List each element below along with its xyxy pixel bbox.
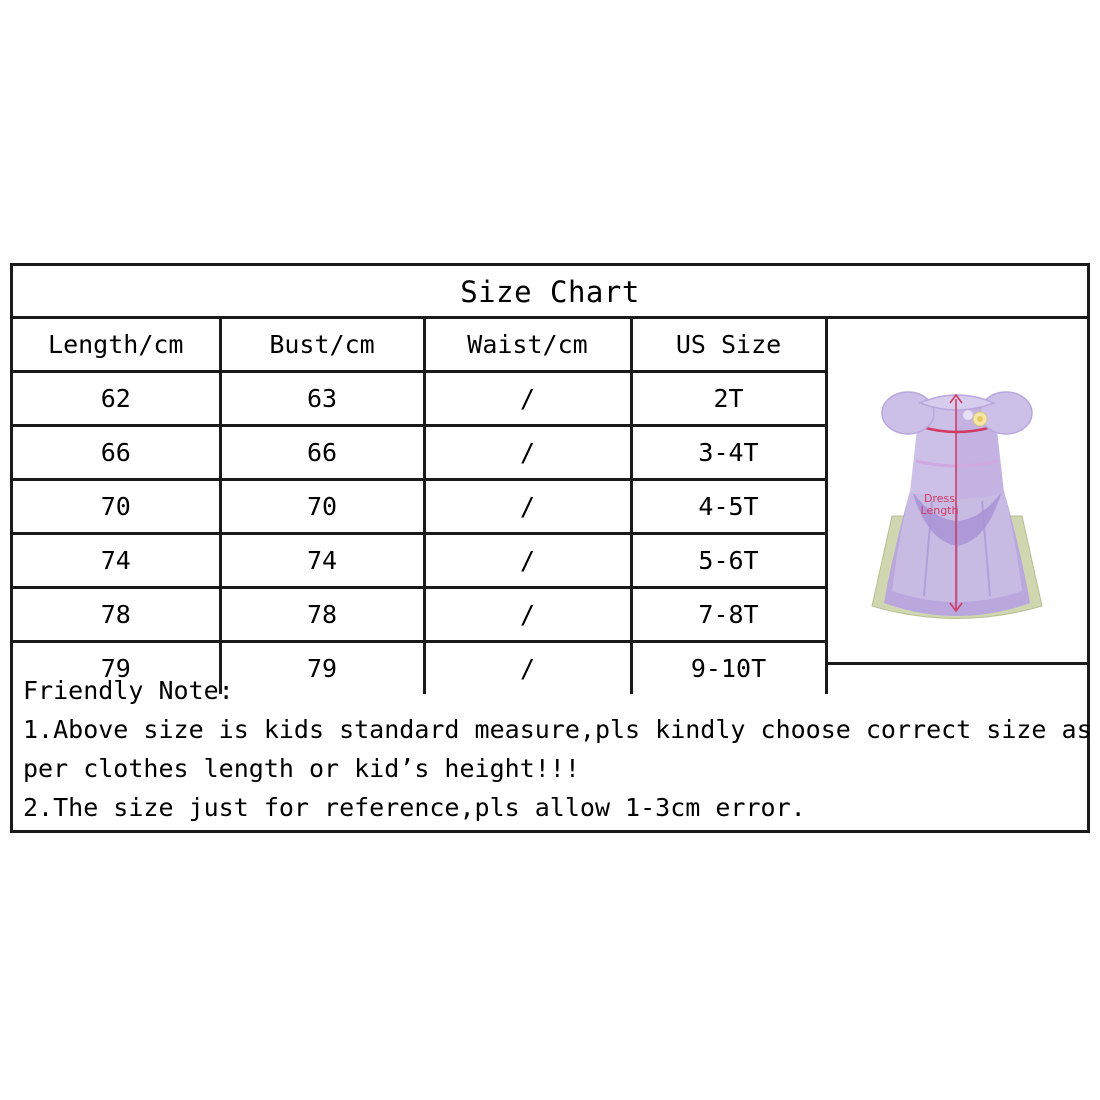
size-chart-container <box>10 263 1090 833</box>
cell-waist: / <box>424 588 631 642</box>
cell-waist: / <box>424 426 631 480</box>
table-and-image-row <box>13 319 1087 683</box>
cell-waist: / <box>424 534 631 588</box>
table-row <box>13 588 826 642</box>
cell-length: 79 <box>13 642 220 695</box>
cell-length: 78 <box>13 588 220 642</box>
cell-length: 70 <box>13 480 220 534</box>
size-table <box>13 319 828 694</box>
column-header-waist: Waist/cm <box>424 319 631 372</box>
cell-us-size: 9-10T <box>631 642 826 695</box>
cell-bust: 66 <box>220 426 424 480</box>
dress-illustration <box>832 341 1082 641</box>
table-header-row <box>13 319 826 372</box>
cell-us-size: 5-6T <box>631 534 826 588</box>
dress-length-annotation: Dress Length <box>920 492 959 517</box>
cell-bust: 74 <box>220 534 424 588</box>
cell-us-size: 4-5T <box>631 480 826 534</box>
table-row <box>13 426 826 480</box>
table-row <box>13 480 826 534</box>
cell-length: 74 <box>13 534 220 588</box>
chart-title: Size Chart <box>13 266 1087 319</box>
cell-us-size: 2T <box>631 372 826 426</box>
column-header-bust: Bust/cm <box>220 319 424 372</box>
column-header-us-size: US Size <box>631 319 826 372</box>
cell-waist: / <box>424 372 631 426</box>
table-row <box>13 372 826 426</box>
cell-bust: 70 <box>220 480 424 534</box>
cell-bust: 79 <box>220 642 424 695</box>
note-heading: Friendly Note: <box>23 676 234 705</box>
note-line-2: per clothes length or kid’s height!!! <box>23 754 580 783</box>
note-line-1: 1.Above size is kids standard measure,pls kindly choose correct size as <box>23 715 1092 744</box>
cell-us-size: 3-4T <box>631 426 826 480</box>
cell-waist: / <box>424 480 631 534</box>
cell-waist: / <box>424 642 631 695</box>
cell-bust: 78 <box>220 588 424 642</box>
column-header-length: Length/cm <box>13 319 220 372</box>
cell-us-size: 7-8T <box>631 588 826 642</box>
cell-length: 62 <box>13 372 220 426</box>
cell-length: 66 <box>13 426 220 480</box>
table-row <box>13 534 826 588</box>
note-line-3: 2.The size just for reference,pls allow 1-3cm error. <box>23 793 806 822</box>
cell-bust: 63 <box>220 372 424 426</box>
product-image-cell <box>828 319 1088 665</box>
